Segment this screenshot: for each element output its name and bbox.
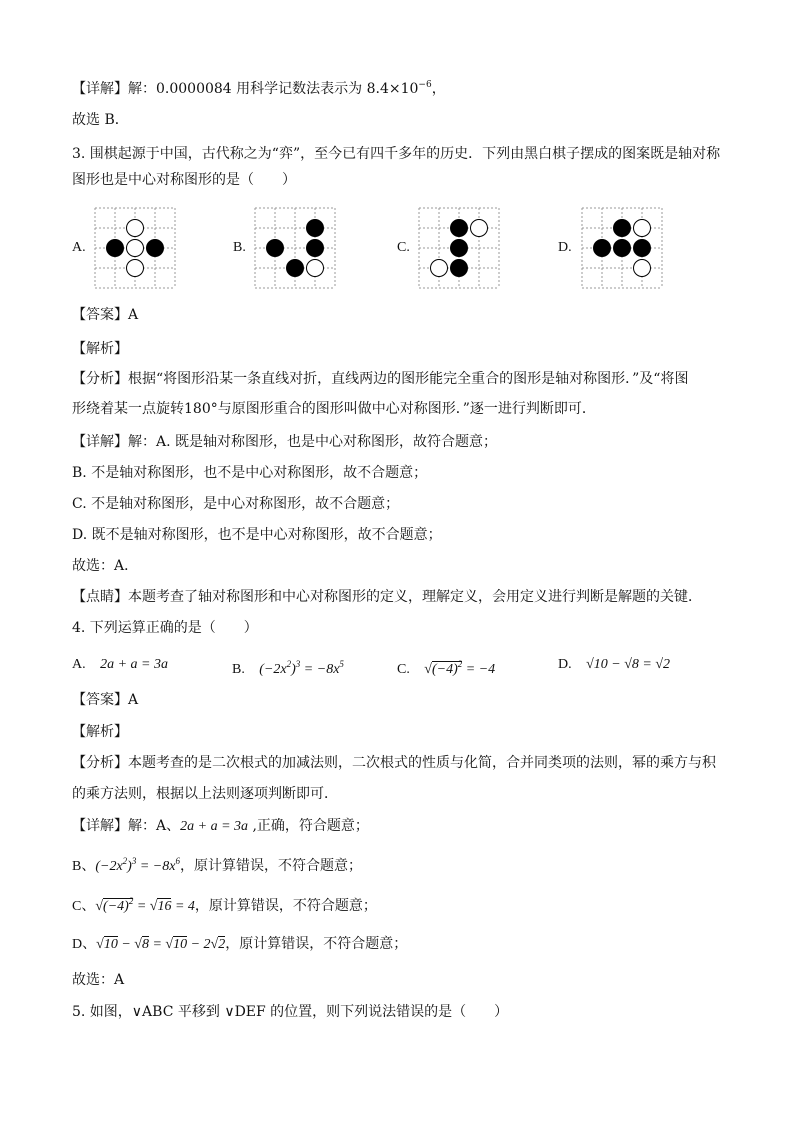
q3-option-d-label: D. xyxy=(558,240,572,255)
white-stone xyxy=(471,220,488,237)
detail-text: 【详解】解：0.0000084 用科学记数法表示为 8.4×10 xyxy=(72,81,419,97)
black-stone xyxy=(614,220,631,237)
question-3-line-2: 图形也是中心对称图形的是（ ） xyxy=(72,172,296,188)
q4-option-c: C. $√(-4)^2 = -4$ xyxy=(397,659,496,677)
black-stone xyxy=(451,260,468,277)
black-stone xyxy=(594,240,611,257)
q3-option-c-label: C. xyxy=(397,240,410,255)
go-board-a xyxy=(92,205,178,291)
question-5: 5. 如图，∨ABC 平移到 ∨DEF 的位置，则下列说法错误的是（ ） xyxy=(72,1004,509,1020)
detail-line-q2 xyxy=(72,75,446,99)
punct: ， xyxy=(431,81,446,97)
analysis-q3-line-2: 形绕着某一点旋转180°与原图形重合的图形叫做中心对称图形．”逐一进行判断即可． xyxy=(72,401,596,417)
detail-suffix: ，原计算错误，不符合题意； xyxy=(225,936,408,952)
white-stone xyxy=(634,220,651,237)
detail-suffix: ，原计算错误，不符合题意； xyxy=(179,858,362,874)
black-stone xyxy=(307,220,324,237)
detail-q4-c: C、$√(-4)^2 = √16 = 4$，原计算错误，不符合题意； xyxy=(72,896,377,914)
q4-option-b-base: (−2x xyxy=(259,662,287,677)
white-stone xyxy=(127,260,144,277)
q4-option-a-expr: 2a + a = 3a xyxy=(100,657,168,672)
exponent: −6 xyxy=(418,80,432,90)
black-stone xyxy=(451,220,468,237)
q4-option-b-close: ) xyxy=(291,662,296,677)
go-board-b xyxy=(252,205,338,291)
q4-option-b-label: B. xyxy=(232,662,245,677)
white-stone xyxy=(307,260,324,277)
choice-q4: 故选：A xyxy=(72,972,125,988)
black-stone xyxy=(451,240,468,257)
q4-option-a xyxy=(72,654,168,675)
go-board-c xyxy=(416,205,502,291)
q4-option-b-rhs: = −8x xyxy=(300,662,340,677)
q4-option-a-label: A. xyxy=(72,657,86,672)
q4-option-c-rhs: = −4 xyxy=(462,662,496,677)
question-4: 4. 下列运算正确的是（ ） xyxy=(72,620,258,636)
detail-q3-d: D. 既不是轴对称图形，也不是中心对称图形，故不合题意； xyxy=(72,527,442,543)
choice-q3: 故选：A． xyxy=(72,558,139,574)
detail-q4-d: D、√10 − √8 = √10 − 2√2，原计算错误，不符合题意； xyxy=(72,936,408,952)
black-stone xyxy=(107,240,124,257)
q4-option-b: B. $(-2x^2)^3 = -8x^5$ xyxy=(232,659,344,677)
choice-line-q2: 故选 B． xyxy=(72,112,129,128)
question-3-line-1: 3. 围棋起源于中国，古代称之为“弈”，至今已有四千多年的历史．下列由黑白棋子摆成的图案既是轴对称 xyxy=(72,146,721,162)
answer-q3: 【答案】A xyxy=(72,307,139,323)
q4-option-d xyxy=(558,654,670,675)
detail-q3-c: C. 不是轴对称图形，是中心对称图形，故不合题意； xyxy=(72,496,400,512)
analysis-heading-q4: 【解析】 xyxy=(72,724,128,740)
detail-prefix: 【详解】解：A、 xyxy=(72,818,181,834)
black-stone xyxy=(267,240,284,257)
detail-suffix: ，原计算错误，不符合题意； xyxy=(194,898,377,914)
analysis-q3-line-1: 【分析】根据“将图形沿某一条直线对折，直线两边的图形能完全重合的图形是轴对称图形．”及“将图 xyxy=(72,371,689,387)
q4-option-c-label: C. xyxy=(397,662,410,677)
q4-option-d-expr: √10 − √8 = √2 xyxy=(586,657,671,672)
black-stone xyxy=(147,240,164,257)
black-stone xyxy=(307,240,324,257)
analysis-heading-q3: 【解析】 xyxy=(72,341,128,357)
black-stone xyxy=(614,240,631,257)
detail-q3-b: B. 不是轴对称图形，也不是中心对称图形，故不合题意； xyxy=(72,465,428,481)
white-stone xyxy=(431,260,448,277)
q3-option-a-label: A. xyxy=(72,240,86,255)
black-stone xyxy=(287,260,304,277)
comment-q3: 【点睛】本题考查了轴对称图形和中心对称图形的定义，理解定义，会用定义进行判断是解题的关键． xyxy=(72,589,702,605)
q3-option-b-label: B. xyxy=(233,240,246,255)
q4-option-d-label: D. xyxy=(558,657,572,672)
go-board-d xyxy=(579,205,665,291)
black-stone xyxy=(634,240,651,257)
answer-q4: 【答案】A xyxy=(72,692,139,708)
detail-q3-a: 【详解】解：A. 既是轴对称图形，也是中心对称图形，故符合题意； xyxy=(72,434,498,450)
detail-q4-b: B、$(-2x^2)^3 = -8x^6$，原计算错误，不符合题意； xyxy=(72,856,362,874)
white-stone xyxy=(127,220,144,237)
white-stone xyxy=(127,240,144,257)
analysis-q4-line-1: 【分析】本题考查的是二次根式的加减法则，二次根式的性质与化简，合并同类项的法则，幂的乘方与积 xyxy=(72,755,716,771)
detail-q4-a: 【详解】解：A、2a + a = 3a ,正确，符合题意； xyxy=(72,818,369,834)
analysis-q4-line-2: 的乘方法则，根据以上法则逐项判断即可． xyxy=(72,786,338,802)
detail-suffix: ,正确，符合题意； xyxy=(248,818,369,834)
white-stone xyxy=(634,260,651,277)
q4-options-row xyxy=(72,654,752,676)
